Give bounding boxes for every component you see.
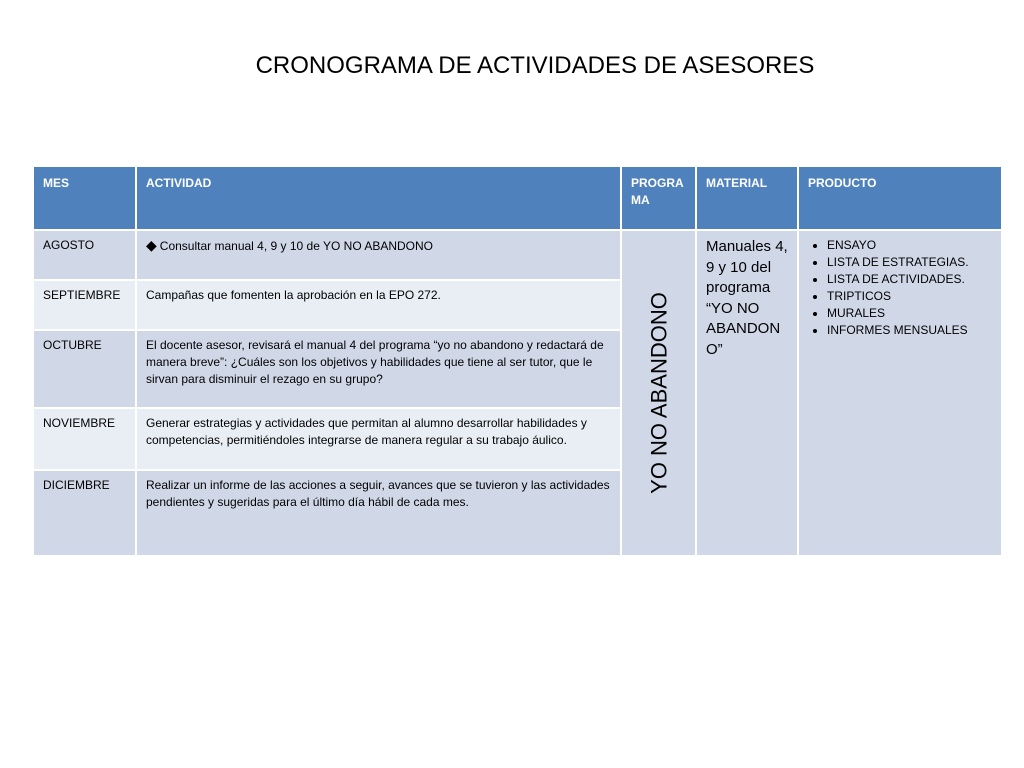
header-producto: PRODUCTO	[798, 166, 1002, 230]
page-title: CRONOGRAMA DE ACTIVIDADES DE ASESORES	[255, 52, 815, 79]
list-item: • MURALES	[827, 305, 993, 322]
material-cell	[696, 230, 798, 556]
header-programa: PROGRA MA	[621, 166, 696, 230]
list-item: • LISTA DE ACTIVIDADES.	[827, 271, 993, 288]
actividad-cell: El docente asesor, revisará el manual 4 del programa “yo no abandono y redactará de manera breve”: ¿Cuáles son los objetivos y habilidades que tiene al ser tutor, que le sirvan para disminuir el rezago en su grupo?	[136, 330, 621, 408]
mes-cell: SEPTIEMBRE	[33, 280, 136, 330]
mes-cell: NOVIEMBRE	[33, 408, 136, 470]
list-item: • ENSAYO	[827, 237, 993, 254]
schedule-table	[32, 165, 1003, 557]
mes-cell: AGOSTO	[33, 230, 136, 280]
actividad-cell: Realizar un informe de las acciones a seguir, avances que se tuvieron y las actividades pendientes y sugeridas para el último día hábil de cada mes.	[136, 470, 621, 556]
programa-cell	[621, 230, 696, 556]
table-row	[33, 230, 1002, 280]
header-actividad: ACTIVIDAD	[136, 166, 621, 230]
table-header-row	[33, 166, 1002, 230]
programa-text: YO NO ABANDONO	[646, 292, 671, 494]
header-material: MATERIAL	[696, 166, 798, 230]
actividad-text: Consultar manual 4, 9 y 10 de YO NO ABANDONO	[159, 239, 434, 253]
list-item: • INFORMES MENSUALES	[827, 322, 993, 339]
mes-cell: OCTUBRE	[33, 330, 136, 408]
mes-cell: DICIEMBRE	[33, 470, 136, 556]
header-mes: MES	[33, 166, 136, 230]
product-list	[808, 237, 993, 339]
actividad-cell: Generar estrategias y actividades que permitan al alumno desarrollar habilidades y competencias, permitiéndoles integrarse de manera regular a su trabajo áulico.	[136, 408, 621, 470]
list-item: • TRIPTICOS	[827, 288, 993, 305]
diamond-bullet-icon: ◆	[146, 237, 157, 253]
actividad-cell: Campañas que fomenten la aprobación en la EPO 272.	[136, 280, 621, 330]
producto-cell	[798, 230, 1002, 556]
list-item: • LISTA DE ESTRATEGIAS.	[827, 254, 993, 271]
material-text: Manuales 4, 9 y 10 del programa “YO NO ABANDON O”	[706, 238, 788, 358]
actividad-cell	[136, 230, 621, 280]
